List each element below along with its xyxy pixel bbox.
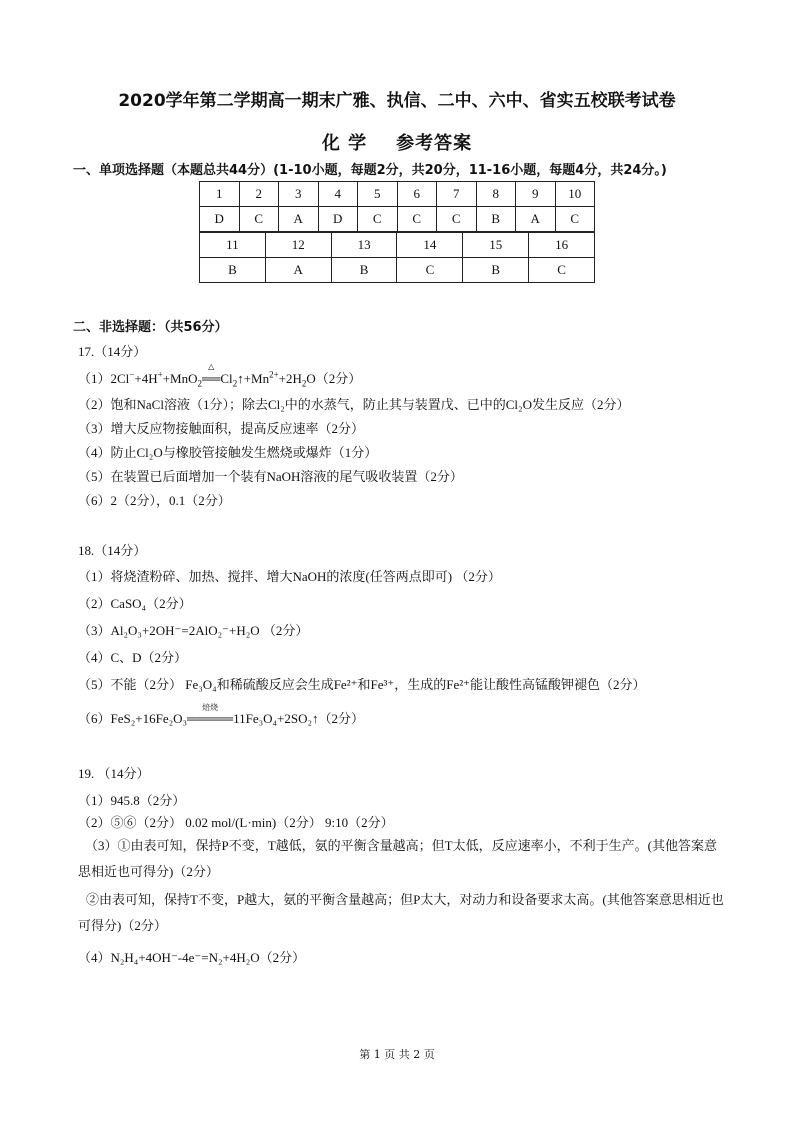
q19-answer-1: （1）945.8（2分） (78, 793, 186, 808)
table-cell: C (397, 258, 463, 283)
table-cell: 8 (476, 182, 516, 207)
table-cell: 13 (331, 233, 397, 258)
table-cell: 6 (397, 182, 437, 207)
table-row (200, 233, 595, 258)
table-cell: 7 (437, 182, 477, 207)
table-cell: 1 (200, 182, 240, 207)
table-cell: 9 (516, 182, 556, 207)
q18-answer-2: （2）CaSO₄（2分） (78, 596, 192, 611)
answer-table (199, 181, 595, 283)
table-cell: B (331, 258, 397, 283)
q17-answer-5: （5）在装置已后面增加一个装有NaOH溶液的尾气吸收装置（2分） (78, 469, 463, 484)
q18-title: 18.（14分） (78, 543, 147, 558)
table-cell: 11 (200, 233, 266, 258)
answer-label: 参考答案 (396, 133, 473, 154)
document-subtitle (0, 129, 794, 155)
equals-sign: ══ (201, 371, 221, 386)
page-footer: 第 1 页 共 2 页 (359, 1048, 435, 1061)
table-row (200, 258, 595, 283)
table-cell: C (529, 258, 595, 283)
q18-answer-6 (78, 703, 365, 727)
q17-a1-part: +2H (278, 371, 302, 386)
q18-a6-part: 11Fe₃O₄+2SO₂↑（2分） (233, 711, 365, 726)
q19-answer-3-1: （3）①由表可知，保持P不变，T越低，氨的平衡含量越高；但T太低，反应速率小，不利于生产。(其他答案意思相近也可得分)（2分） (78, 838, 717, 879)
table-cell: 5 (358, 182, 398, 207)
q19-title: 19. （14分） (78, 766, 150, 781)
q17-a1-part: +MnO (162, 371, 198, 386)
table-cell: 3 (279, 182, 319, 207)
q19-answer-3-2: ②由表可知，保持T不变，P越大，氨的平衡含量越高；但P太大，对动力和设备要求太高。(其他答案意思相近也可得分)（2分） (78, 892, 724, 933)
q17-answer-6: （6）2（2分），0.1（2分） (78, 493, 231, 508)
q17-a1-part: O（2分） (306, 371, 362, 386)
table-cell: B (200, 258, 266, 283)
q17-title: 17.（14分） (78, 344, 147, 359)
section1-heading: 一、单项选择题（本题总共44分）(1-10小题，每题2分，共20分，11-16小题，每题4分，共24分。) (73, 163, 667, 178)
section2-heading: 二、非选择题：（共56分） (73, 320, 228, 335)
q19-answer-2: （2）⑤⑥（2分） 0.02 mol/(L·min)（2分） 9:10（2分） (78, 815, 394, 830)
q18-answer-4: （4）C、D（2分） (78, 650, 188, 665)
q18-answer-5: （5）不能（2分） Fe₃O₄和稀硫酸反应会生成Fe²⁺和Fe³⁺，生成的Fe²⁺能让酸性高锰酸钾褪色（2分） (78, 677, 646, 692)
q18-a6-part: （6）FeS₂+16Fe₂O₃ (78, 711, 188, 726)
table-cell: B (476, 207, 516, 232)
table-cell: 14 (397, 233, 463, 258)
q19-answer-4: （4）N₂H₄+4OH⁻-4e⁻=N₂+4H₂O（2分） (78, 950, 306, 965)
table-cell: C (239, 207, 279, 232)
table-row (200, 207, 595, 232)
q17-answer-1: （1）2Cl−+4H++MnO$_2$ △ $══Cl_2↑+Mn^{2+}+2H_2O(2$分） (78, 362, 362, 389)
q17-answer-3: （3）增大反应物接触面积，提高反应速率（2分） (78, 421, 365, 436)
table-cell: C (555, 207, 595, 232)
table-cell: 2 (239, 182, 279, 207)
table-cell: 16 (529, 233, 595, 258)
table-row (200, 182, 595, 207)
table-cell: 4 (318, 182, 358, 207)
table-cell: B (463, 258, 529, 283)
q17-a1-part: ↑+Mn (237, 371, 270, 386)
q17-answer-2: （2）饱和NaCl溶液（1分）；除去Cl₂中的水蒸气，防止其与装置戊、已中的Cl₂O发生反应（2分） (78, 397, 630, 412)
table-cell: C (397, 207, 437, 232)
table-cell: 15 (463, 233, 529, 258)
heat-symbol: △ (208, 362, 215, 371)
reaction-condition (187, 703, 234, 727)
roasting-label: 焙烧 (202, 703, 219, 712)
table-cell: C (358, 207, 398, 232)
table-cell: D (318, 207, 358, 232)
table-cell: D (200, 207, 240, 232)
table-cell: A (279, 207, 319, 232)
table-cell: C (437, 207, 477, 232)
q18-answer-3: （3）Al₂O₃+2OH⁻=2AlO₂⁻+H₂O （2分） (78, 623, 309, 638)
table-cell: A (516, 207, 556, 232)
equals-sign: ═════ (187, 711, 234, 726)
q17-answer-4: （4）防止Cl₂O与橡胶管接触发生燃烧或爆炸（1分） (78, 445, 378, 460)
q17-a1-part: +4H (134, 371, 158, 386)
table-cell: 12 (265, 233, 331, 258)
q17-a1-part: Cl (220, 371, 233, 386)
q17-a1-part: （1）2Cl (78, 371, 130, 386)
reaction-condition (201, 362, 221, 387)
subject-label: 化 学 (321, 133, 368, 154)
document-title: 2020学年第二学期高一期末广雅、执信、二中、六中、省实五校联考试卷 (118, 91, 676, 111)
table-cell: 10 (555, 182, 595, 207)
q18-answer-1: （1）将烧渣粉碎、加热、搅拌、增大NaOH的浓度(任答两点即可) （2分） (78, 569, 501, 584)
table-cell: A (265, 258, 331, 283)
